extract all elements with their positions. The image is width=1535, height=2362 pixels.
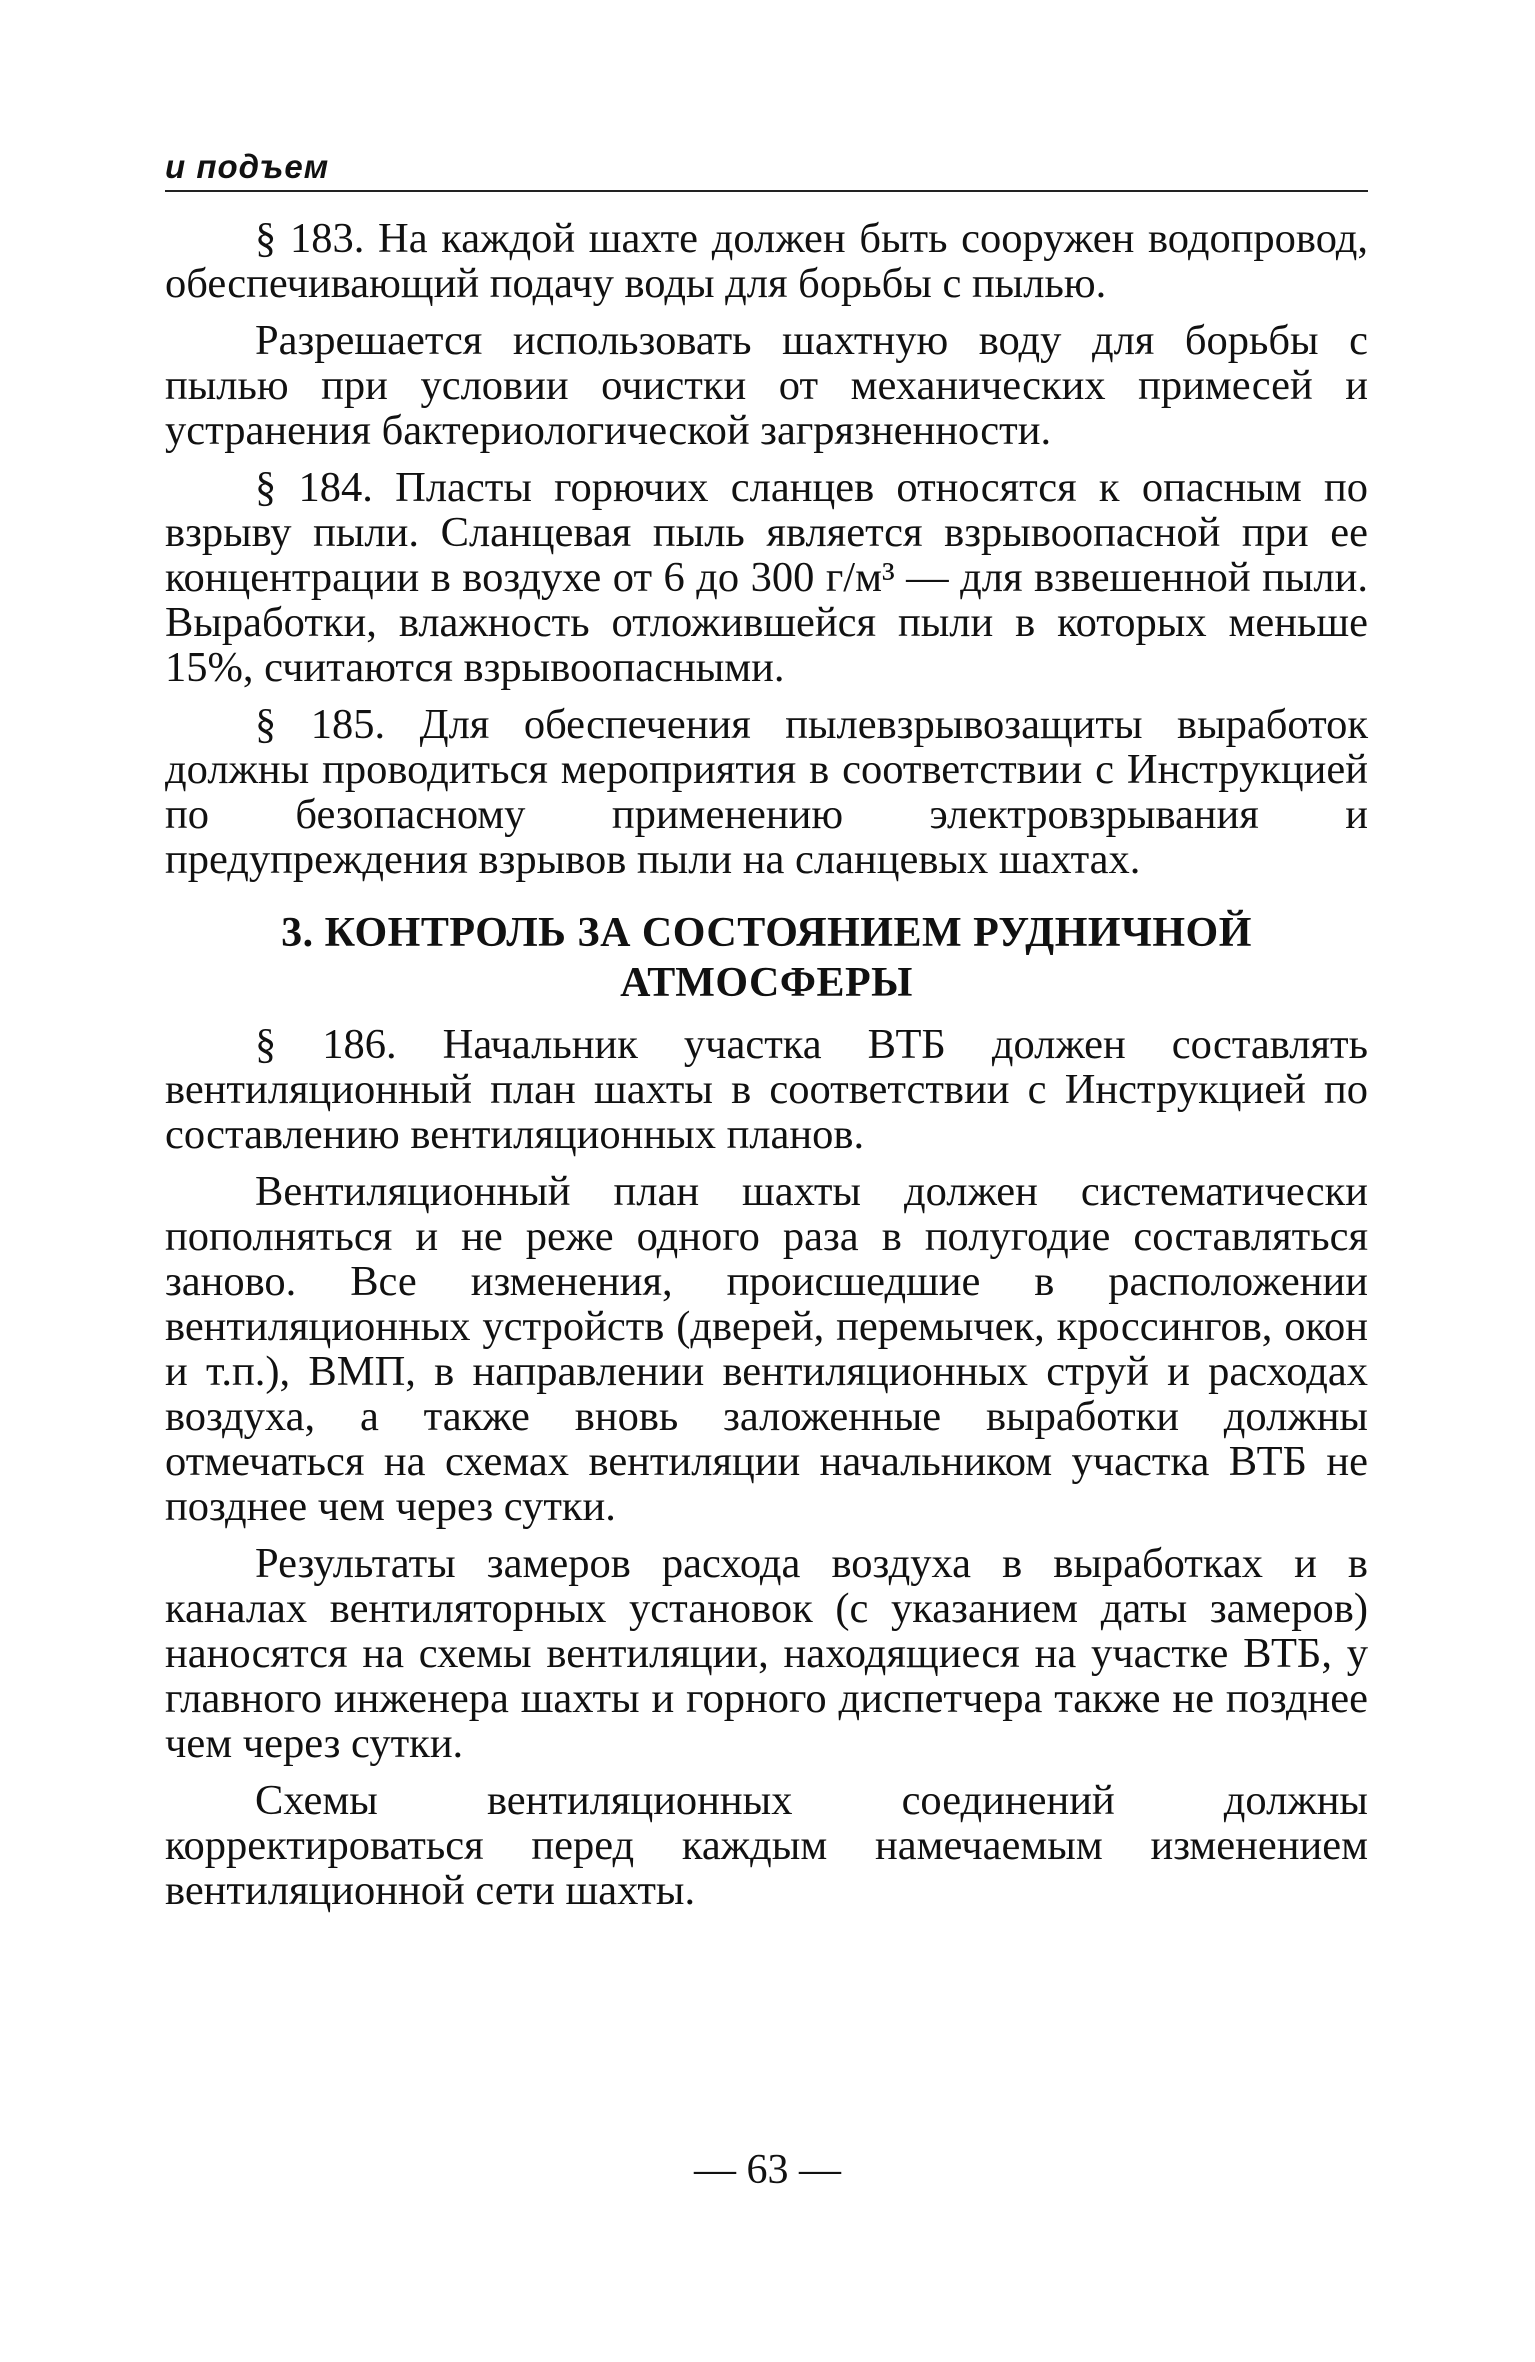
paragraph-183-continued: Разрешается использовать шахтную воду для борьбы с пылью при условии очистки от механических примесей и устранения бактериологической загрязненности.: [165, 317, 1368, 454]
header-rule: [165, 190, 1368, 192]
paragraph-185: § 185. Для обеспечения пылевзрывозащиты выработок должны проводиться мероприятия в соответствии с Инструкцией по безопасному применению электровзрывания и предупреждения взрывов пыли на сланцевых шахтах.: [165, 701, 1368, 883]
paragraph-air-measurements: Результаты замеров расхода воздуха в выработках и в каналах вентиляторных установок (с указанием даты замеров) наносятся на схемы вентиляции, находящиеся на участке ВТБ, у главного инженера шахты и горного диспетчера также не позднее чем через сутки.: [165, 1540, 1368, 1767]
paragraph-ventilation-plan: Вентиляционный план шахты должен систематически пополняться и не реже одного раза в полугодие составляться заново. Все изменения, происшедшие в расположении вентиляционных устройств (дверей, перемычек, кроссингов, окон и т.п.), ВМП, в направлении вентиляционных струй и расходах воздуха, а также вновь заложенные выработки должны отмечаться на схемах вентиляции начальником участка ВТБ не позднее чем через сутки.: [165, 1168, 1368, 1530]
paragraph-184: § 184. Пласты горючих сланцев относятся к опасным по взрыву пыли. Сланцевая пыль является взрывоопасной при ее концентрации в воздухе от 6 до 300 г/м³ — для взвешенной пыли. Выработки, влажность отложившейся пыли в которых меньше 15%, считаются взрывоопасными.: [165, 464, 1368, 691]
paragraph-ventilation-schemes: Схемы вентиляционных соединений должны корректироваться перед каждым намечаемым изменением вентиляционной сети шахты.: [165, 1777, 1368, 1914]
page-number: — 63 —: [694, 2147, 841, 2193]
paragraph-183: § 183. На каждой шахте должен быть сооружен водопровод, обеспечивающий подачу воды для борьбы с пылью.: [165, 215, 1368, 307]
running-head: и подъем: [165, 148, 330, 185]
section-heading: 3. КОНТРОЛЬ ЗА СОСТОЯНИЕМ РУДНИЧНОЙ АТМОСФЕРЫ: [281, 910, 1252, 1006]
body-text: [165, 216, 1368, 1925]
paragraph-186: § 186. Начальник участка ВТБ должен составлять вентиляционный план шахты в соответствии с Инструкцией по составлению вентиляционных планов.: [165, 1021, 1368, 1158]
